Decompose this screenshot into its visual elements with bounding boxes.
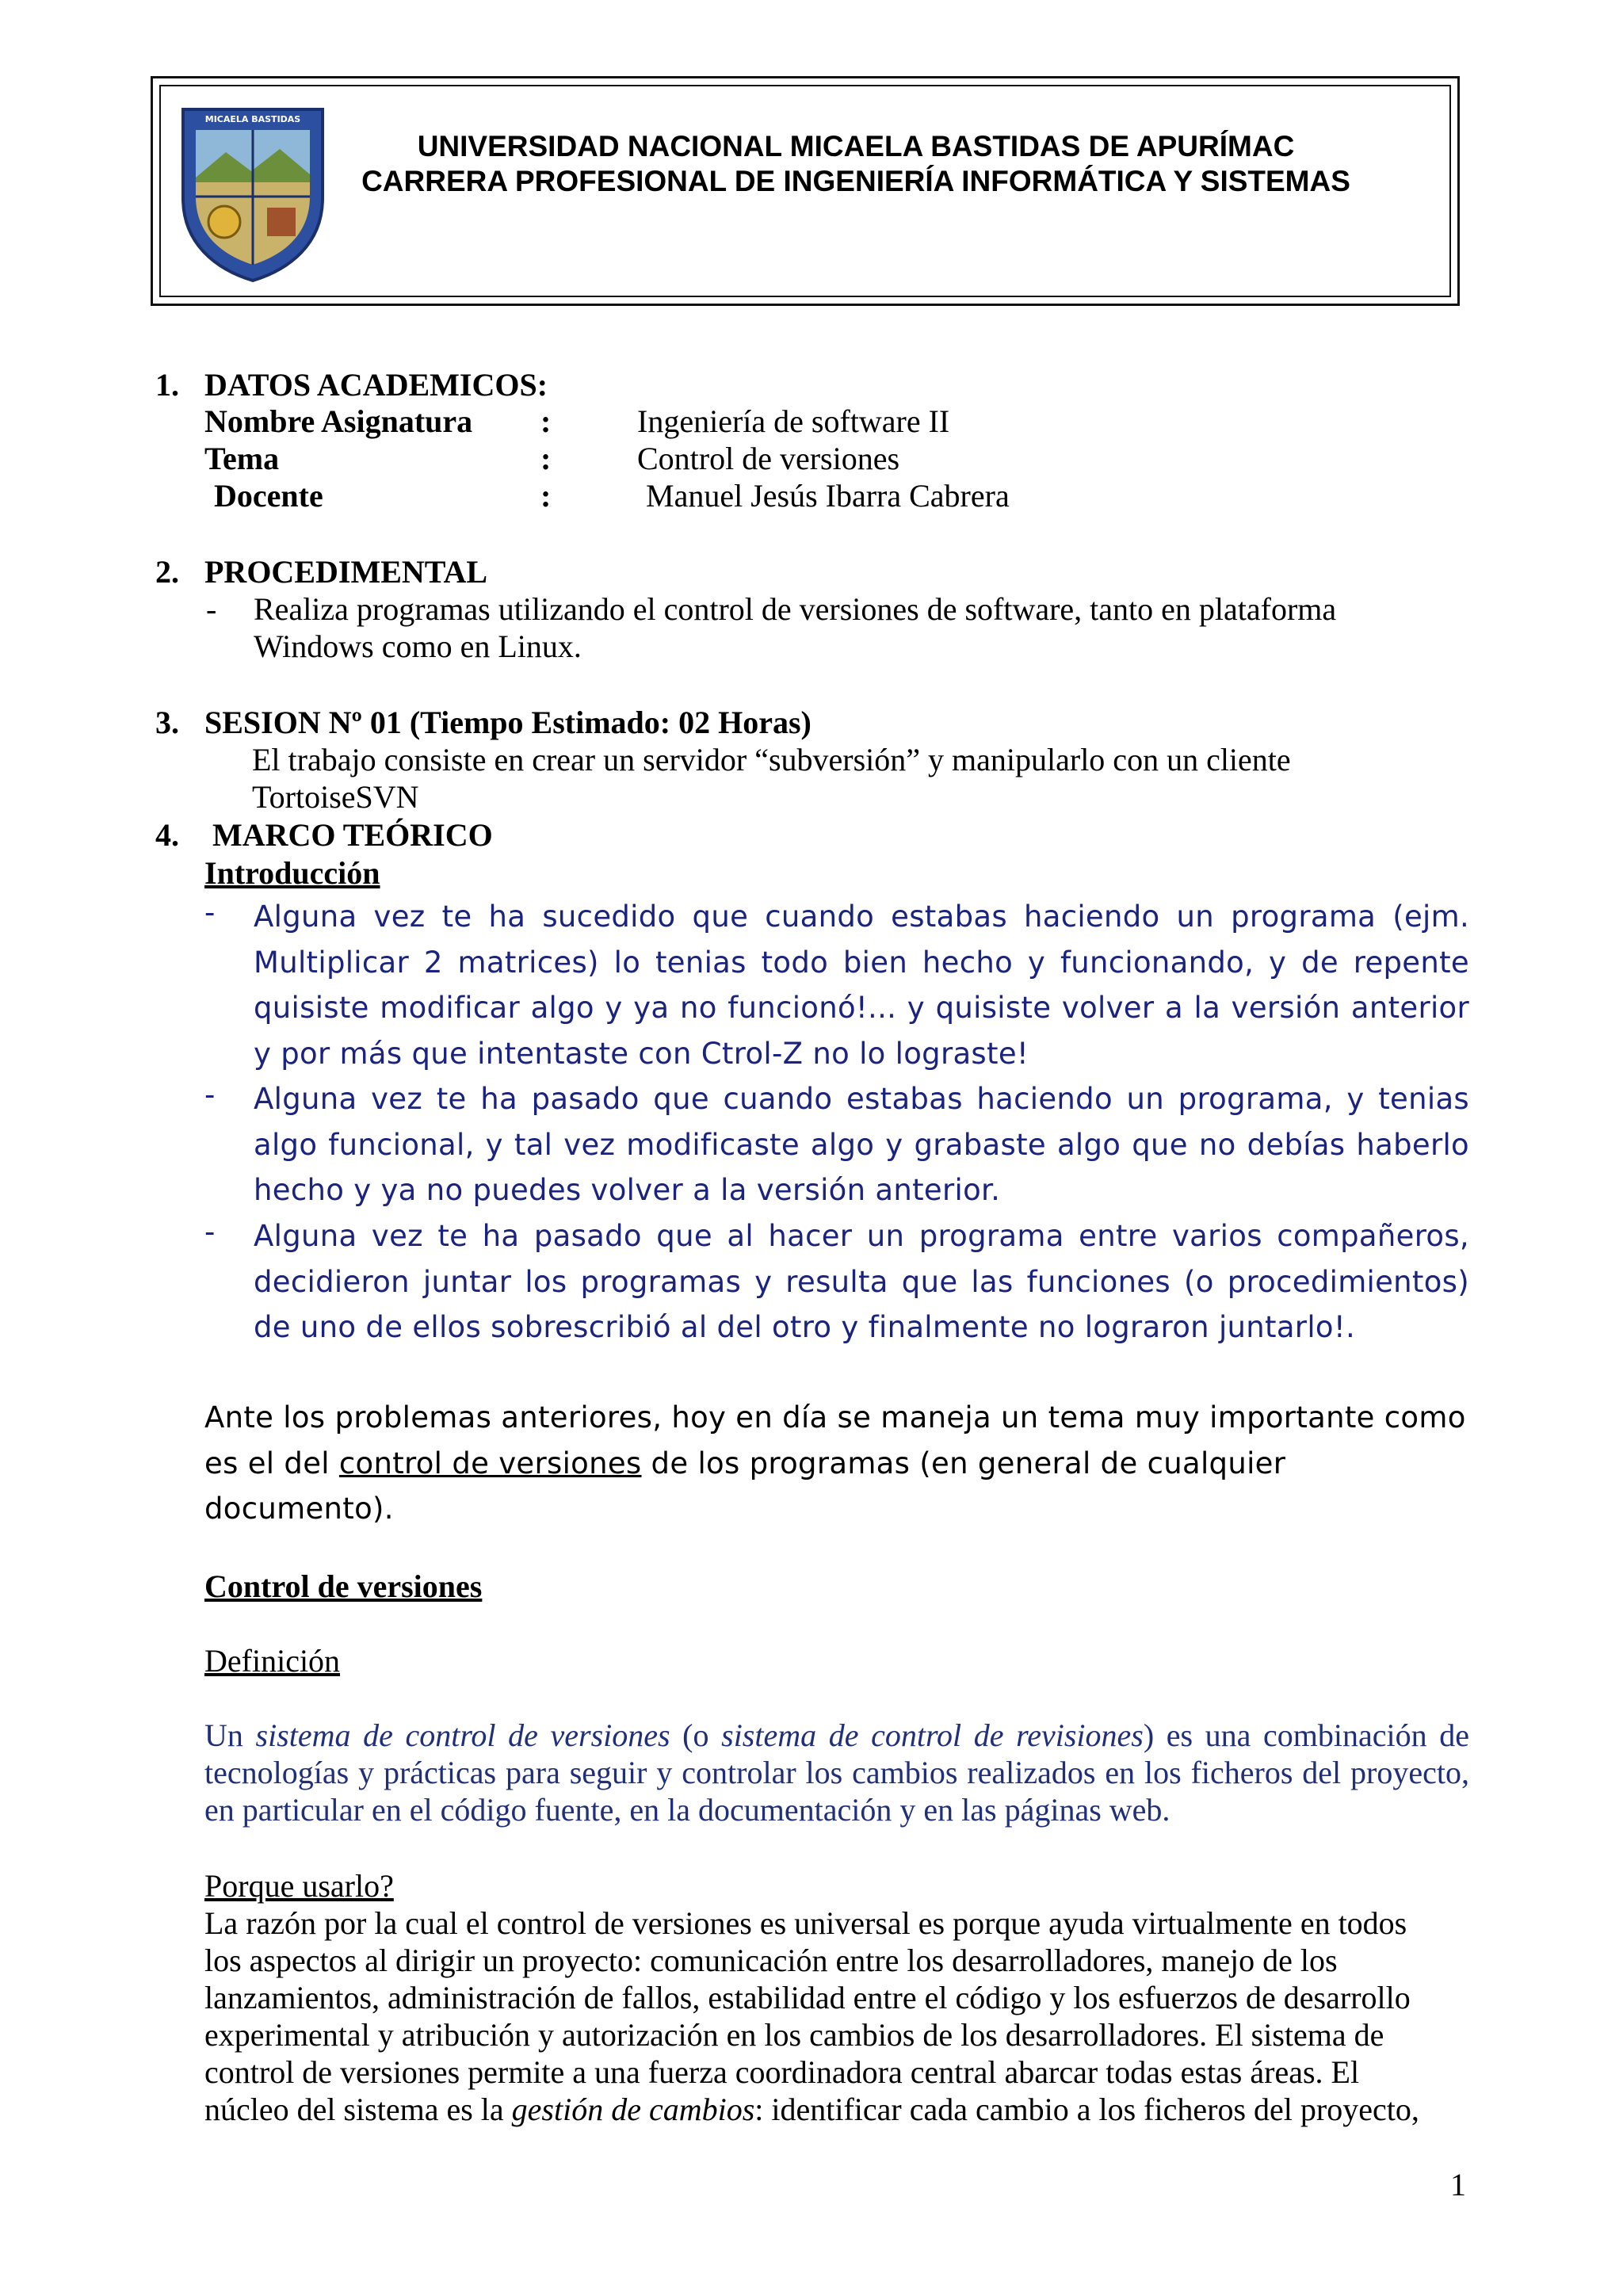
page-number: 1 [1450,2167,1466,2202]
why-text-line: control de versiones permite a una fuerza coordinadora central abarcar todas estas áreas. El [204,2054,1360,2090]
section-3-title: SESION Nº 01 (Tiempo Estimado: 02 Horas) [204,705,812,740]
porque-usarlo-heading: Porque usarlo? [204,1868,394,1904]
bullet-dash: - [204,1078,216,1112]
why-text-line: núcleo del sistema es la gestión de cambios: identificar cada cambio a los ficheros del proyecto, [204,2092,1419,2127]
section-4-number: 4. [155,817,179,853]
field-separator: : [540,403,552,439]
field-value-asignatura: Ingeniería de software II [637,403,950,439]
section-4-title: MARCO TEÓRICO [212,817,493,853]
procedimental-text-line: Windows como en Linux. [254,628,582,664]
section-3-number: 3. [155,705,179,740]
why-text-line: experimental y atribución y autorización en los cambios de los desarrolladores. El sistema de [204,2017,1384,2053]
intro-bullet: Alguna vez te ha pasado que cuando estabas haciendo un programa, y tenias algo funcional, y tal vez modificaste algo y grabaste algo que no debías haberlo hecho y ya no puedes volver a la versión anterior. [254,1082,1469,1207]
session-text-line: El trabajo consiste en crear un servidor “subversión” y manipularlo con un cliente [252,742,1291,777]
section-2-number: 2. [155,554,179,590]
svg-text:MICAELA BASTIDAS: MICAELA BASTIDAS [204,114,301,124]
field-separator: : [540,441,552,476]
field-separator: : [540,478,552,514]
control-versiones-underlined: control de versiones [338,1446,642,1480]
session-text-line: TortoiseSVN [252,779,419,815]
intro-bullet: Alguna vez te ha pasado que al hacer un programa entre varios compañeros, decidieron juntar los programas y resulta que las funciones (o procedimientos) de uno de ellos sobrescribió al del otro y finalmente no lograron juntarlo!. [254,1219,1469,1344]
definicion-heading: Definición [204,1643,341,1679]
intro-conclusion-paragraph: Ante los problemas anteriores, hoy en día se maneja un tema muy importante como es el del control de versiones de los programas (en general de cualquier documento). [204,1400,1466,1526]
why-text-line: los aspectos al dirigir un proyecto: comunicación entre los desarrolladores, manejo de los [204,1943,1338,1978]
introduccion-heading: Introducción [204,855,380,891]
field-label-tema: Tema [204,441,280,476]
section-2-title: PROCEDIMENTAL [204,554,488,590]
why-text-line: lanzamientos, administración de fallos, estabilidad entre el código y los esfuerzos de desarrollo [204,1980,1411,2015]
career-name: CARRERA PROFESIONAL DE INGENIERÍA INFORMÁTICA Y SISTEMAS [361,165,1350,197]
section-1-title: DATOS ACADEMICOS: [204,367,548,403]
university-name: UNIVERSIDAD NACIONAL MICAELA BASTIDAS DE APURÍMAC [417,130,1295,162]
field-label-asignatura: Nombre Asignatura [204,403,473,439]
bullet-dash: - [204,1215,216,1249]
intro-bullet: Alguna vez te ha sucedido que cuando estabas haciendo un programa (ejm. Multiplicar 2 matrices) lo tenias todo bien hecho y funcionando, y de repente quisiste modificar algo y ya no funcionó!... y quisiste volver a la versión anterior y por más que intentaste con Ctrol-Z no lo lograste! [254,900,1469,1071]
field-value-docente: Manuel Jesús Ibarra Cabrera [646,478,1010,514]
why-text-line: La razón por la cual el control de versiones es universal es porque ayuda virtualmente en todos [204,1905,1407,1941]
field-label-docente: Docente [214,478,323,514]
control-versiones-heading: Control de versiones [204,1568,483,1604]
field-value-tema: Control de versiones [637,441,900,476]
section-1-number: 1. [155,367,179,403]
definition-paragraph: Un sistema de control de versiones (o sistema de control de revisiones) es una combinación de tecnologías y prácticas para seguir y controlar los cambios realizados en los ficheros del proyecto, en particular en el código fuente, en la documentación y en las páginas web. [204,1717,1470,1828]
bullet-dash: - [206,591,217,627]
bullet-dash: - [204,896,216,930]
procedimental-text-line: Realiza programas utilizando el control de versiones de software, tanto en plataforma [254,591,1337,627]
